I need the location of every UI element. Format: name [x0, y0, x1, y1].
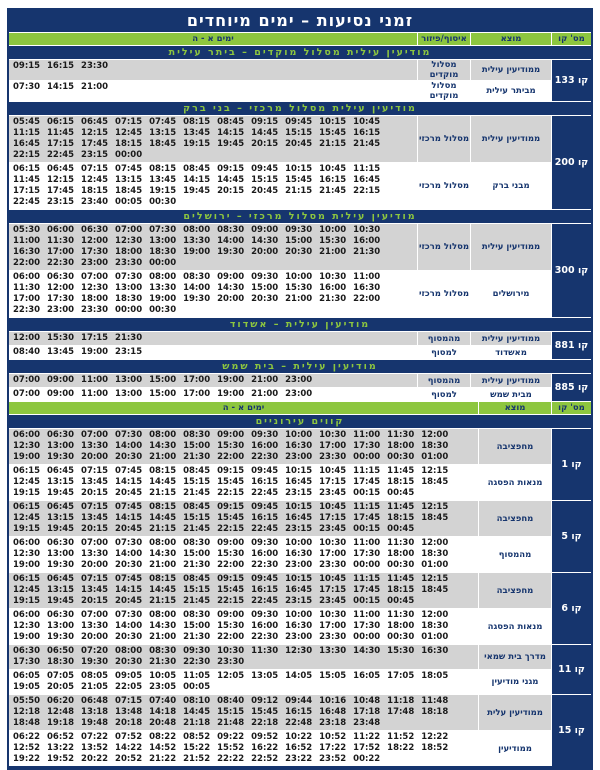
departure-times-cell: 06:00 06:30 07:00 07:30 08:00 08:30 09:00 09:30 10:00 10:30 11:00 11:30 12:00 12:30 13:00 13:30 14:00 14:30 15:00 15:30 16:00 16:30 17:00 17:30 18:00 18:30 19:00 19:30 20:00 20:30 21:00 21:30 22:00 22:30 23:00 23:30 00:00 00:30 01:00	[9, 537, 478, 572]
origin-cell: מהמסוף	[479, 537, 551, 572]
departure-times-cell: 05:30 06:00 06:30 07:00 07:30 08:00 08:30 09:00 09:30 10:00 10:30 11:00 11:30 12:00 12:30 13:00 13:30 14:00 14:30 15:00 15:30 16:00 16:30 17:00 17:30 18:00 18:30 19:00 19:30 20:00 20:30 21:00 21:30 22:00 22:30 23:00 23:30 00:00	[9, 224, 417, 270]
origin-cell: ממודיעין עילית	[471, 332, 551, 345]
departure-times-cell: 05:50 06:20 06:48 07:15 07:40 08:10 08:40 09:12 09:44 10:16 10:48 11:18 11:48 12:18 12:48 13:18 13:48 14:18 14:45 15:15 15:45 16:15 16:48 17:18 17:48 18:18 18:48 19:18 19:48 20:18 20:48 21:18 21:48 22:18 22:48 23:18 23:48	[9, 695, 478, 730]
timetable-row	[9, 346, 551, 359]
pickup-cell: מסלול מרכזי	[418, 116, 470, 162]
timetable-row	[9, 388, 551, 401]
departure-times-cell: 07:30 14:15 21:00	[9, 81, 417, 101]
line-number-cell: קו 200	[552, 116, 591, 209]
line-number-cell: קו 5	[552, 501, 591, 572]
origin-cell: מבני ברק	[471, 163, 551, 209]
line-section	[9, 60, 591, 101]
line-number-cell: קו 1	[552, 429, 591, 500]
origin-cell: ממודיעין עילית	[471, 224, 551, 270]
origin-cell: מחפציבה	[479, 501, 551, 536]
route-title: מודיעין עילית מסלול מרכזי – ירושלים	[9, 210, 591, 223]
line-number-cell: קו 15	[552, 695, 591, 766]
pickup-cell: למסוף	[418, 346, 470, 359]
line-section	[9, 573, 591, 644]
route-title: מודיעין עילית מסלול מרכזי – בני ברק	[9, 102, 591, 115]
line-section	[9, 695, 591, 766]
line-section	[9, 116, 591, 209]
departure-times-cell: 06:15 06:45 07:15 07:45 08:15 08:45 09:15 09:45 10:15 10:45 11:15 11:45 12:15 12:45 13:15 13:45 14:15 14:45 15:15 15:45 16:15 16:45 17:15 17:45 18:15 18:45 19:15 19:45 20:15 20:45 21:15 21:45 22:15 22:45 23:15 23:45 00:15 00:45	[9, 573, 478, 608]
line-number-cell: קו 300	[552, 224, 591, 317]
intercity-header-row	[9, 33, 591, 45]
timetable-row	[9, 695, 551, 730]
origin-cell: מחפציבה	[479, 429, 551, 464]
line-number-cell: קו 133	[552, 60, 591, 101]
departure-times-cell: 09:15 16:15 23:30	[9, 60, 417, 80]
origin-cell: מדרך בית שמאי	[479, 645, 551, 669]
line-section	[9, 429, 591, 500]
origin-cell: מגני מודיעין	[479, 670, 551, 694]
departure-times-cell: 06:15 06:45 07:15 07:45 08:15 08:45 09:15 09:45 10:15 10:45 11:15 11:45 12:15 12:45 13:15 13:45 14:15 14:45 15:15 15:45 16:15 16:45 17:15 17:45 18:15 18:45 19:15 19:45 20:15 20:45 21:15 21:45 22:15 22:45 23:15 23:40 00:05 00:30	[9, 163, 417, 209]
departure-times-cell: 07:00 09:00 11:00 13:00 15:00 17:00 19:00 21:00 23:00	[9, 388, 417, 401]
origin-cell: מביתר עילית	[471, 81, 551, 101]
timetable-rows	[9, 645, 551, 694]
timetable-row	[9, 60, 551, 80]
route-title: מודיעין עילית מסלול מוקדים – ביתר עילית	[9, 46, 591, 59]
timetable-rows	[9, 224, 551, 317]
origin-cell: ממודיעין עילית	[471, 374, 551, 387]
departure-times-cell: 06:00 06:30 07:00 07:30 08:00 08:30 09:00 09:30 10:00 10:30 11:00 11:30 12:00 12:30 13:00 13:30 14:00 14:30 15:00 15:30 16:00 16:30 17:00 17:30 18:00 18:30 19:00 19:30 20:00 20:30 21:00 21:30 22:00 22:30 23:00 23:30 00:00 00:30	[9, 271, 417, 317]
line-section	[9, 332, 591, 359]
origin-cell: ממודיעין עלית	[479, 695, 551, 730]
origin-cell: ממודיעין עילית	[471, 116, 551, 162]
departure-times-cell: 06:00 06:30 07:00 07:30 08:00 08:30 09:00 09:30 10:00 10:30 11:00 11:30 12:00 12:30 13:00 13:30 14:00 14:30 15:00 15:30 16:00 16:30 17:00 17:30 18:00 18:30 19:00 19:30 20:00 20:30 21:00 21:30 22:00 22:30 23:00 23:30 00:00 00:30 01:00	[9, 609, 478, 644]
origin-cell: מאשדוד	[471, 346, 551, 359]
line-number-cell: קו 6	[552, 573, 591, 644]
timetable-row	[9, 670, 551, 694]
timetable-rows	[9, 695, 551, 766]
pickup-cell: מהמסוף	[418, 332, 470, 345]
departure-times-cell: 12:00 15:30 17:15 21:30	[9, 332, 417, 345]
timetable-board	[7, 8, 593, 770]
departure-times-cell: 06:15 06:45 07:15 07:45 08:15 08:45 09:15 09:45 10:15 10:45 11:15 11:45 12:15 12:45 13:15 13:45 14:15 14:45 15:15 15:45 16:15 16:45 17:15 17:45 18:15 18:45 19:15 19:45 20:15 20:45 21:15 21:45 22:15 22:45 23:15 23:45 00:15 00:45	[9, 501, 478, 536]
origin-cell: מחפציבה	[479, 573, 551, 608]
pickup-cell: מסלול מוקדים	[418, 81, 470, 101]
departure-times-cell: 06:30 06:50 07:20 08:00 08:30 09:30 10:30 11:30 12:30 13:30 14:30 15:30 16:30 17:30 18:30 19:30 20:30 21:30 22:30 23:30	[9, 645, 478, 669]
timetable-row	[9, 501, 551, 536]
departure-times-cell: 08:40 13:45 19:00 23:15	[9, 346, 417, 359]
timetable-row	[9, 609, 551, 644]
intercity-header-days: ימים א - ה	[9, 33, 417, 45]
timetable-rows	[9, 374, 551, 401]
intercity-sections	[9, 46, 591, 401]
timetable-rows	[9, 116, 551, 209]
line-section	[9, 224, 591, 317]
origin-cell: מבית שמש	[471, 388, 551, 401]
urban-group-title: קווים עירוניים	[9, 415, 591, 428]
timetable-row	[9, 332, 551, 345]
urban-header-origin: מוצא	[479, 402, 551, 414]
timetable-rows	[9, 60, 551, 101]
line-section	[9, 645, 591, 694]
intercity-header-pickup: איסוף/פיזור	[418, 33, 470, 45]
urban-header-row	[9, 402, 591, 414]
line-number-cell: קו 885	[552, 374, 591, 401]
pickup-cell: למסוף	[418, 388, 470, 401]
page-title: זמני נסיעות – ימים מיוחדים	[9, 10, 591, 32]
origin-cell: ממודיעין עילית	[471, 60, 551, 80]
line-number-cell: קו 11	[552, 645, 591, 694]
timetable-rows	[9, 573, 551, 644]
route-title: מודיעין עילית – בית שמש	[9, 360, 591, 373]
line-section	[9, 501, 591, 572]
timetable-row	[9, 429, 551, 464]
timetable-row	[9, 731, 551, 766]
timetable-row	[9, 224, 551, 270]
departure-times-cell: 06:00 06:30 07:00 07:30 08:00 08:30 09:00 09:30 10:00 10:30 11:00 11:30 12:00 12:30 13:00 13:30 14:00 14:30 15:00 15:30 16:00 16:30 17:00 17:30 18:00 18:30 19:00 19:30 20:00 20:30 21:00 21:30 22:00 22:30 23:00 23:30 00:00 00:30 01:00	[9, 429, 478, 464]
timetable-row	[9, 163, 551, 209]
departure-times-cell: 06:15 06:45 07:15 07:45 08:15 08:45 09:15 09:45 10:15 10:45 11:15 11:45 12:15 12:45 13:15 13:45 14:15 14:45 15:15 15:45 16:15 16:45 17:15 17:45 18:15 18:45 19:15 19:45 20:15 20:45 21:15 21:45 22:15 22:45 23:15 23:45 00:15 00:45	[9, 465, 478, 500]
timetable-row	[9, 271, 551, 317]
timetable-row	[9, 116, 551, 162]
pickup-cell: מהמסוף	[418, 374, 470, 387]
timetable-rows	[9, 429, 551, 500]
origin-cell: מירושלים	[471, 271, 551, 317]
origin-cell: ממודיעין	[479, 731, 551, 766]
pickup-cell: מסלול מוקדים	[418, 60, 470, 80]
timetable-rows	[9, 501, 551, 572]
route-title: מודיעין עילית – אשדוד	[9, 318, 591, 331]
timetable-row	[9, 81, 551, 101]
departure-times-cell: 06:05 07:05 08:05 09:05 10:05 11:05 12:05 13:05 14:05 15:05 16:05 17:05 18:05 19:05 20:05 21:05 22:05 23:05 00:05	[9, 670, 478, 694]
timetable-row	[9, 537, 551, 572]
origin-cell: מנאות הפסגה	[479, 465, 551, 500]
intercity-header-line-no: מס' קו	[552, 33, 591, 45]
origin-cell: מנאות הפסגה	[479, 609, 551, 644]
pickup-cell: מסלול מרכזי	[418, 224, 470, 270]
pickup-cell: מסלול מרכזי	[418, 271, 470, 317]
timetable-row	[9, 465, 551, 500]
line-section	[9, 374, 591, 401]
timetable-row	[9, 573, 551, 608]
timetable-rows	[9, 332, 551, 359]
departure-times-cell: 05:45 06:15 06:45 07:15 07:45 08:15 08:45 09:15 09:45 10:15 10:45 11:15 11:45 12:15 12:45 13:15 13:45 14:15 14:45 15:15 15:45 16:15 16:45 17:15 17:45 18:15 18:45 19:15 19:45 20:15 20:45 21:15 21:45 22:15 22:45 23:15 00:00	[9, 116, 417, 162]
timetable-row	[9, 374, 551, 387]
urban-header-line-no: מס' קו	[552, 402, 591, 414]
intercity-header-origin: מוצא	[471, 33, 551, 45]
departure-times-cell: 06:22 06:52 07:22 07:52 08:22 08:52 09:22 09:52 10:22 10:52 11:22 11:52 12:22 12:52 13:22 13:52 14:22 14:52 15:22 15:52 16:22 16:52 17:22 17:52 18:22 18:52 19:22 19:52 20:22 20:52 21:22 21:52 22:22 22:52 23:22 23:52 00:22	[9, 731, 478, 766]
urban-header-days: ימים א - ה	[9, 402, 478, 414]
pickup-cell: מסלול מרכזי	[418, 163, 470, 209]
urban-sections	[9, 429, 591, 766]
line-number-cell: קו 881	[552, 332, 591, 359]
departure-times-cell: 07:00 09:00 11:00 13:00 15:00 17:00 19:00 21:00 23:00	[9, 374, 417, 387]
